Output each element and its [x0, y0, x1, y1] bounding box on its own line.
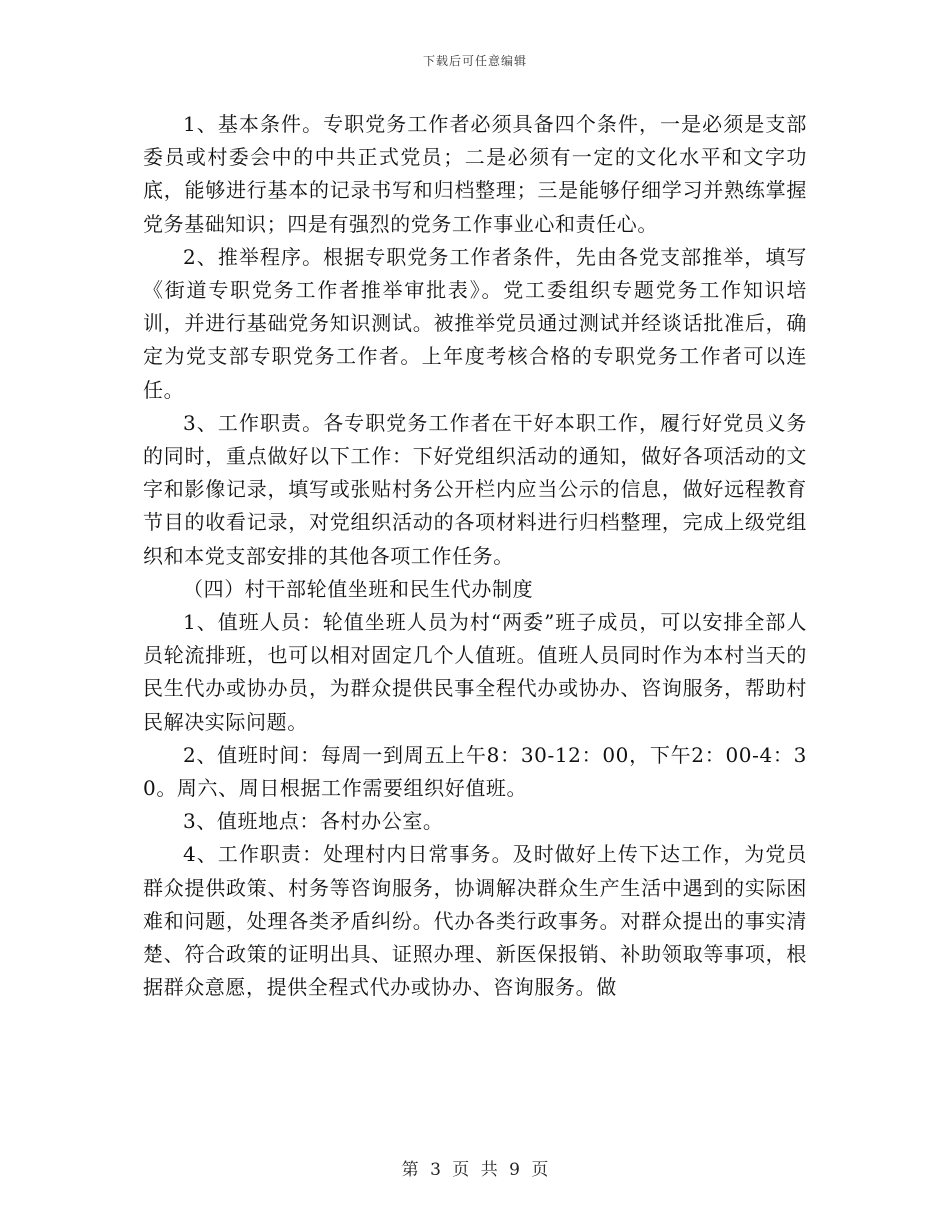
section-heading-duty-system: （四）村干部轮值坐班和民生代办制度: [183, 576, 534, 601]
page-number: 第 3 页 共 9 页: [401, 1160, 549, 1180]
paragraph-job-duties: 3、工作职责。各专职党务工作者在干好本职工作，履行好党员义务的同时，重点做好以下工作：下好党组织活动的通知，做好各项活动的文字和影像记录，填写或张贴村务公开栏内应当公示的信息，做好远程教育节目的收看记录，对党组织活动的各项材料进行归档整理，完成上级党组织和本党支部安排的其他各项工作任务。: [143, 410, 807, 568]
page-header-note: 下载后可任意编辑: [422, 54, 527, 68]
paragraph-duty-location: 3、值班地点：各村办公室。: [183, 809, 444, 834]
document-body: [143, 108, 807, 1004]
paragraph-duty-personnel: 1、值班人员：轮值坐班人员为村“两委”班子成员，可以安排全部人员轮流排班，也可以相对固定几个人值班。值班人员同时作为本村当天的民生代办或协办员，为群众提供民事全程代办或协办、咨询服务，帮助村民解决实际问题。: [143, 610, 807, 734]
paragraph-nomination-procedure: 2、推举程序。根据专职党务工作者条件，先由各党支部推举，填写《街道专职党务工作者推举审批表》。党工委组织专题党务工作知识培训，并进行基础党务知识测试。被推举党员通过测试并经谈话批准后，确定为党支部专职党务工作者。上年度考核合格的专职党务工作者可以连任。: [143, 244, 807, 402]
paragraph-basic-conditions: 1、基本条件。专职党务工作者必须具备四个条件，一是必须是支部委员或村委会中的中共正式党员；二是必须有一定的文化水平和文字功底，能够进行基本的记录书写和归档整理；三是能够仔细学习并熟练掌握党务基础知识；四是有强烈的党务工作事业心和责任心。: [143, 112, 807, 236]
paragraph-duty-time: 2、值班时间：每周一到周五上午8：30-12：00，下午2：00-4：30。周六、周日根据工作需要组织好值班。: [143, 742, 807, 801]
paragraph-duty-responsibilities: 4、工作职责：处理村内日常事务。及时做好上传下达工作，为党员群众提供政策、村务等咨询服务，协调解决群众生产生活中遇到的实际困难和问题，处理各类矛盾纠纷。代办各类行政事务。对群众提出的事实清楚、符合政策的证明出具、证照办理、新医保报销、补助领取等事项，根据群众意愿，提供全程式代办或协办、咨询服务。做: [143, 842, 807, 1000]
